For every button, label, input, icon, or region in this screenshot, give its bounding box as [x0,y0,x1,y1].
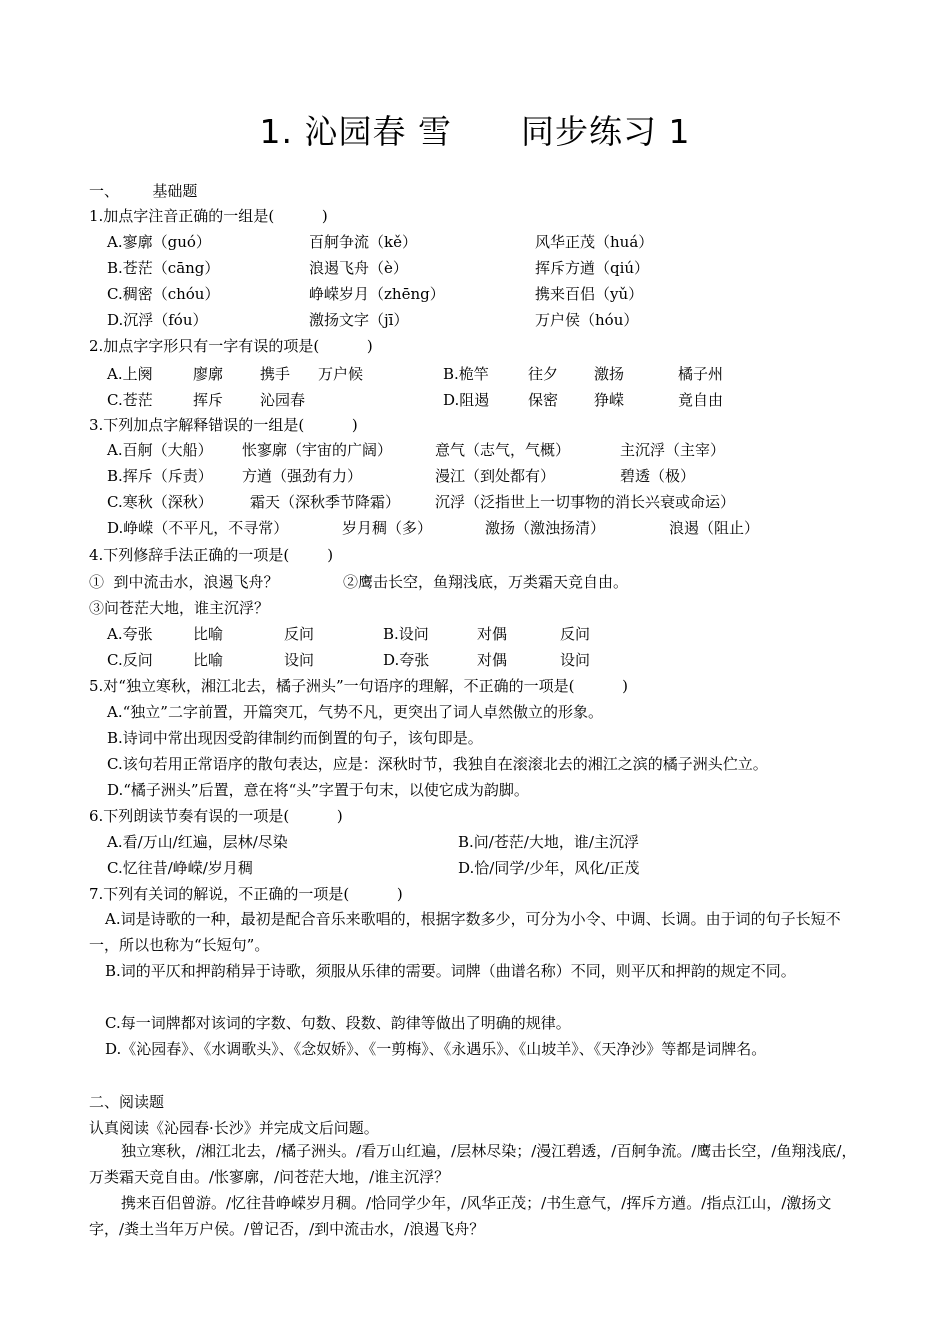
q4-sentence-2: ②鹰击长空，鱼翔浅底，万类霜天竞自由。 [343,573,629,591]
q3-c1: C.寒秋（深秋） [107,493,213,511]
q3-a2: 怅寥廓（宇宙的广阔） [242,441,393,459]
q4-a1: A.夸张 [107,625,153,643]
q5-option-b: B.诗词中常出现因受韵律制约而倒置的句子，该句即是。 [107,729,483,747]
q4-c1: C.反问 [107,651,153,669]
q1-d3: 万户侯（hóu） [535,311,639,329]
q4-sentence-1: ① 到中流击水，浪遏飞舟？ [89,573,279,591]
q7-option-c: C.每一词牌都对该词的字数、句数、段数、韵律等做出了明确的规律。 [105,1014,571,1032]
q4-sentence-3: ③问苍茫大地，谁主沉浮？ [89,599,270,617]
q3-d1: D.峥嵘（不平凡，不寻常） [107,519,289,537]
q7-option-d: D.《沁园春》、《水调歌头》、《念奴娇》、《一剪梅》、《永遇乐》、《山坡羊》、《天净沙》等都是词牌名。 [105,1040,767,1058]
q6-option-b: B.问/苍茫/大地，谁/主沉浮 [458,833,639,851]
q2-b2: 往夕 [528,365,559,383]
section-basic-heading: 一、 基础题 [89,182,198,200]
q1-c3: 携来百侣（yǔ） [535,285,644,303]
q2-d4: 竟自由 [678,391,724,409]
q7-stem: 7.下列有关词的解说，不正确的一项是( ) [89,885,403,903]
q2-a1: A.上阕 [107,365,153,383]
q2-b4: 橘子州 [678,365,724,383]
q2-d1: D.阻遏 [443,391,490,409]
q4-b1: B.设问 [383,625,429,643]
q3-b2: 方遒（强劲有力） [242,467,363,485]
q2-b1: B.桅竿 [443,365,489,383]
q5-stem: 5.对“独立寒秋，湘江北去，橘子洲头”一句语序的理解，不正确的一项是( ) [89,677,629,695]
q1-c1: C.稠密（chóu） [107,285,220,303]
q6-option-a: A.看/万山/红遍，层林/尽染 [107,833,288,851]
q2-a4: 万户候 [318,365,364,383]
q4-d1: D.夸张 [383,651,430,669]
q6-option-c: C.忆往昔/峥嵘/岁月稠 [107,859,253,877]
q4-a2: 比喻 [193,625,224,643]
q6-option-d: D.恰/同学/少年，风化/正茂 [458,859,640,877]
page-title: 1. 沁园春 雪 同步练习 1 [259,112,691,151]
q3-stem: 3.下列加点字解释错误的一组是( ) [89,416,358,434]
section-reading-heading: 二、阅读题 [89,1093,165,1111]
q4-d2: 对偶 [477,651,508,669]
q3-a4: 主沉浮（主宰） [620,441,726,459]
q2-d3: 狰嵘 [594,391,625,409]
q3-d3: 激扬（激浊扬清） [485,519,606,537]
q6-stem: 6.下列朗读节奏有误的一项是( ) [89,807,343,825]
q3-d2: 岁月稠（多） [342,519,433,537]
q1-b2: 浪遏飞舟（è） [309,259,408,277]
q1-a2: 百舸争流（kě） [309,233,417,251]
q3-c3: 沉浮（泛指世上一切事物的消长兴衰或命运） [435,493,736,511]
q5-option-d: D.“橘子洲头”后置，意在将“头”字置于句末，以使它成为韵脚。 [107,781,529,799]
q3-a1: A.百舸（大船） [107,441,213,459]
reading-intro: 认真阅读《沁园春·长沙》并完成文后问题。 [89,1119,379,1137]
q3-a3: 意气（志气，气概） [435,441,571,459]
q1-d2: 激扬文字（jī） [309,311,409,329]
q2-a3: 携手 [260,365,291,383]
q1-b3: 挥斥方遒（qiú） [535,259,650,277]
q1-b1: B.苍茫（cāng） [107,259,220,277]
q4-stem: 4.下列修辞手法正确的一项是( ) [89,546,334,564]
q1-a3: 风华正茂（huá） [535,233,654,251]
q2-c3: 沁园春 [260,391,306,409]
q3-c2: 霜天（深秋季节降霜） [250,493,401,511]
q3-b1: B.挥斥（斥责） [107,467,213,485]
q2-d2: 保密 [528,391,559,409]
q2-stem: 2.加点字字形只有一字有误的项是( ) [89,337,373,355]
q2-c2: 挥斥 [193,391,224,409]
q7-option-b: B.词的平仄和押韵稍异于诗歌，须服从乐律的需要。词牌（曲谱名称）不同，则平仄和押韵的规定不同。 [105,962,796,980]
q4-b2: 对偶 [477,625,508,643]
q1-d1: D.沉浮（fóu） [107,311,208,329]
q4-a3: 反问 [284,625,315,643]
q4-b3: 反问 [560,625,591,643]
q1-stem: 1.加点字注音正确的一组是( ) [89,207,328,225]
q3-d4: 浪遏（阻止） [669,519,760,537]
q4-d3: 设问 [560,651,591,669]
q1-a1: A.寥廓（guó） [107,233,211,251]
q4-c3: 设问 [284,651,315,669]
q2-a2: 廖廓 [193,365,224,383]
poem-stanza-1: 独立寒秋，/湘江北去，/橘子洲头。/看万山红遍，/层林尽染；/漫江碧透，/百舸争流。/鹰击长空，/鱼翔浅底/，万类霜天竞自由。/怅寥廓，/问苍茫大地，/谁主沉浮？ [89,1142,857,1186]
q4-c2: 比喻 [193,651,224,669]
q1-c2: 峥嵘岁月（zhēng） [309,285,445,303]
q7-option-a: A.词是诗歌的一种，最初是配合音乐来歌唱的，根据字数多少，可分为小令、中调、长调。由于词的句子长短不一，所以也称为“长短句”。 [89,910,841,954]
q3-b3: 漫江（到处都有） [435,467,556,485]
q2-b3: 激扬 [594,365,625,383]
poem-stanza-2: 携来百侣曾游。/忆往昔峥嵘岁月稠。/恰同学少年，/风华正茂；/书生意气，/挥斥方遒。/指点江山，/激扬文字，/粪土当年万户侯。/曾记否，/到中流击水，/浪遏飞舟？ [89,1194,832,1238]
q5-option-a: A.“独立”二字前置，开篇突兀，气势不凡，更突出了词人卓然傲立的形象。 [107,703,603,721]
q2-c1: C.苍茫 [107,391,153,409]
q5-option-c: C.该句若用正常语序的散句表达，应是：深秋时节，我独自在滚滚北去的湘江之滨的橘子洲头伫立。 [107,755,768,773]
q3-b4: 碧透（极） [620,467,696,485]
